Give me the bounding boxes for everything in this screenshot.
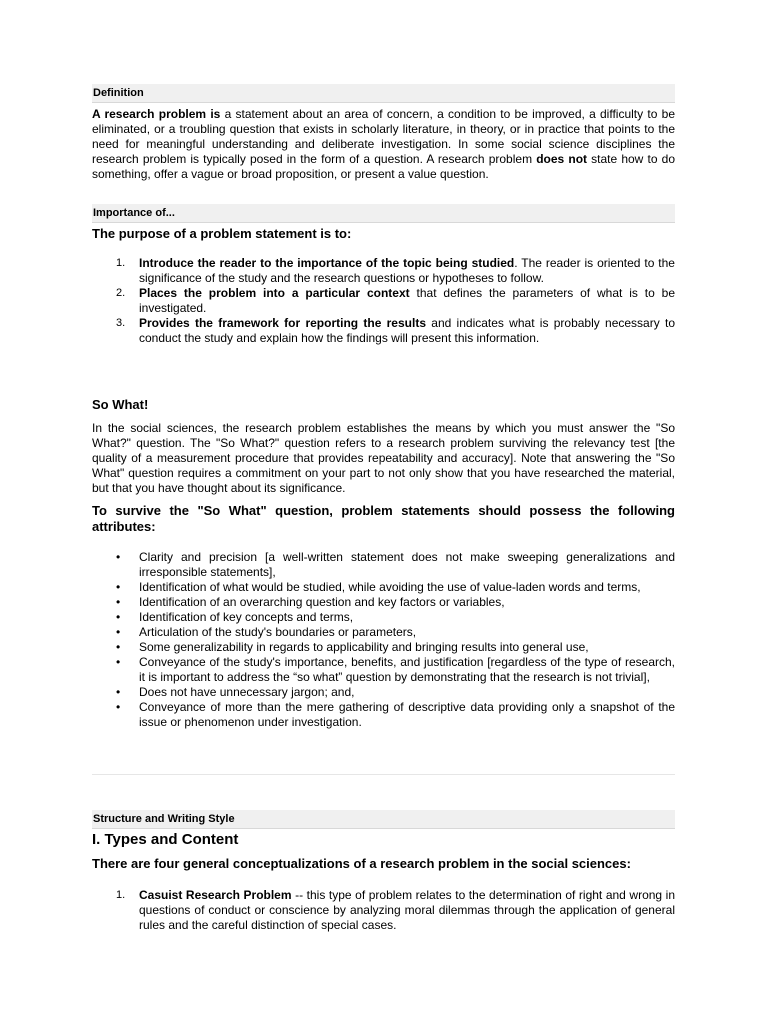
list-item <box>92 595 675 610</box>
list-item-bold: Places the problem into a particular context <box>139 286 410 300</box>
bullet: • <box>116 700 121 714</box>
definition-bold-does-not: does not <box>536 152 588 166</box>
bullet: • <box>116 580 121 594</box>
types-list <box>92 888 675 933</box>
section-header-definition: Definition <box>92 84 675 103</box>
list-item <box>92 286 675 316</box>
list-item-text: Articulation of the study's boundaries or parameters, <box>139 625 417 639</box>
list-number: 1. <box>116 889 126 901</box>
importance-list <box>92 256 675 346</box>
list-item-text: Some generalizability in regards to applicability and bringing results into general use, <box>139 640 589 654</box>
list-number: 3. <box>116 317 126 329</box>
list-item <box>92 685 675 700</box>
list-item-text: Conveyance of the study's importance, benefits, and justification [regardless of the type of research, it is important to address the “so what” question by demonstrating that the research is not trivial], <box>139 655 675 684</box>
attributes-list <box>92 550 675 730</box>
list-item <box>92 640 675 655</box>
list-item <box>92 610 675 625</box>
list-item-bold: Provides the framework for reporting the results <box>139 316 426 330</box>
so-what-subheading: To survive the "So What" question, problem statements should possess the following attributes: <box>92 503 675 534</box>
list-item-text: . The reader is oriented to the significance of the study and the research questions or hypotheses to follow. <box>139 256 675 285</box>
section-header-structure: Structure and Writing Style <box>92 810 675 829</box>
definition-lead-bold: A research problem is <box>92 107 221 121</box>
list-item-text: Identification of what would be studied, while avoiding the use of value-laden words and terms, <box>139 580 641 594</box>
definition-paragraph <box>92 107 675 182</box>
list-item-text: Identification of key concepts and terms, <box>139 610 354 624</box>
list-item <box>92 316 675 346</box>
list-item <box>92 256 675 286</box>
bullet: • <box>116 610 121 624</box>
list-item-bold: Casuist Research Problem <box>139 888 292 902</box>
so-what-heading: So What! <box>92 397 149 412</box>
list-item <box>92 700 675 730</box>
bullet: • <box>116 595 121 609</box>
bullet: • <box>116 655 121 669</box>
list-item <box>92 655 675 685</box>
types-subheading: There are four general conceptualizations of a research problem in the social sciences: <box>92 856 631 871</box>
list-number: 1. <box>116 257 126 269</box>
list-item <box>92 580 675 595</box>
bullet: • <box>116 625 121 639</box>
so-what-paragraph: In the social sciences, the research problem establishes the means by which you must answer the "So What?" question. The "So What?" question refers to a research problem surviving the relevancy test [the quality of a measurement procedure that provides repeatability and accuracy]. Note that answering the "So What" question requires a commitment on your part to not only show that you have researched the material, but that you have thought about its significance. <box>92 421 675 495</box>
definition-text-2: state how to do something, offer a vague or broad proposition, or present a value question. <box>92 152 675 181</box>
list-item-text: -- this type of problem relates to the determination of right and wrong in questions of conduct or conscience by analyzing moral dilemmas through the application of general rules and the careful distinction of special cases. <box>139 888 675 932</box>
bullet: • <box>116 550 121 564</box>
types-heading: I. Types and Content <box>92 831 239 848</box>
section-divider <box>92 774 675 775</box>
list-item <box>92 625 675 640</box>
definition-text-1: a statement about an area of concern, a condition to be improved, a difficulty to be eliminated, or a troubling question that exists in scholarly literature, in theory, or in practice that points to the need for meaningful understanding and deliberate investigation. In some social science disciplines the research problem is typically posed in the form of a question. A research problem <box>92 107 675 166</box>
list-item-text: Conveyance of more than the mere gathering of descriptive data providing only a snapshot of the issue or phenomenon under investigation. <box>139 700 675 729</box>
list-number: 2. <box>116 287 126 299</box>
section-header-importance: Importance of... <box>92 204 675 223</box>
list-item-text: Identification of an overarching question and key factors or variables, <box>139 595 505 609</box>
list-item-text: Clarity and precision [a well-written statement does not make sweeping generalizations and irresponsible statements], <box>139 550 675 579</box>
list-item-bold: Introduce the reader to the importance of the topic being studied <box>139 256 515 270</box>
bullet: • <box>116 685 121 699</box>
bullet: • <box>116 640 121 654</box>
list-item <box>92 888 675 933</box>
list-item <box>92 550 675 580</box>
importance-subheading: The purpose of a problem statement is to: <box>92 226 352 241</box>
list-item-text: and indicates what is probably necessary to conduct the study and explain how the findings will present this information. <box>139 316 675 345</box>
list-item-text: Does not have unnecessary jargon; and, <box>139 685 355 699</box>
list-item-text: that defines the parameters of what is to be investigated. <box>139 286 675 315</box>
